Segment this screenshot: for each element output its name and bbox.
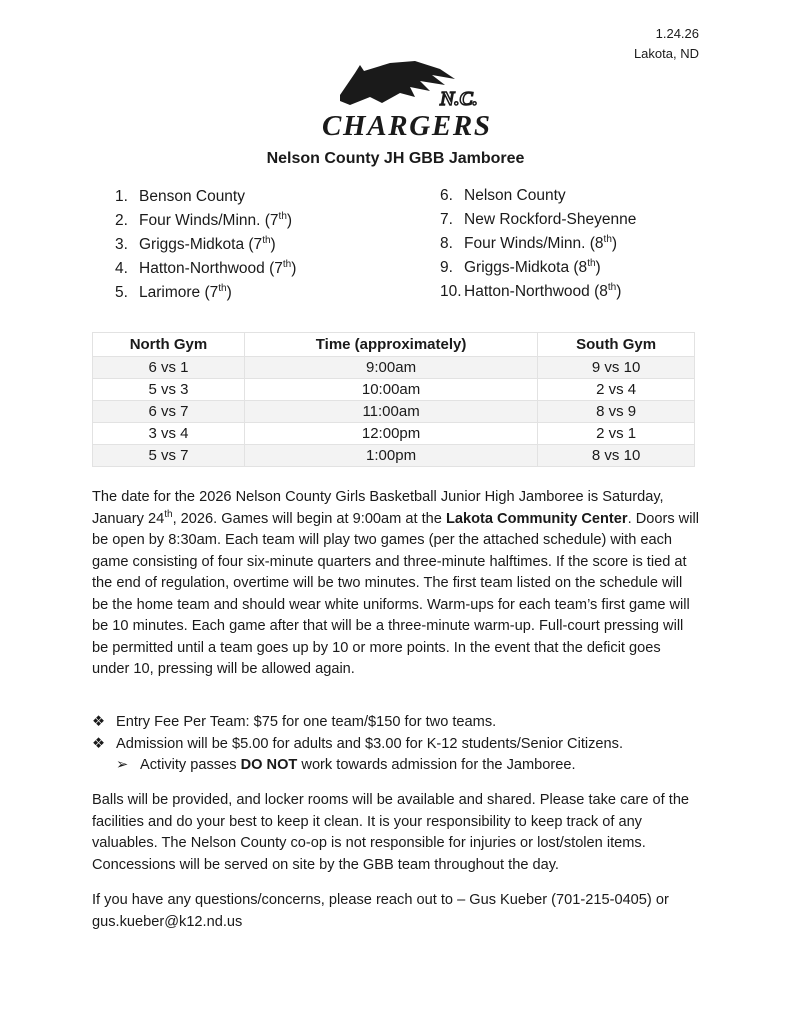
date: 1.24.26 <box>655 26 699 41</box>
contact-paragraph: If you have any questions/concerns, please reach out to – Gus Kueber (701-215-0405) or gus.kueber@k12.nd.us <box>92 892 669 930</box>
event-details-paragraph: The date for the 2026 Nelson County Girls Basketball Junior High Jamboree is Saturday, January 24th, 2026. Games will begin at 9:00am at the Lakota Community Center. Doors will be open by 8:30am. Each team will play two games (per the attached schedule) with each game consisting of four six-minute quarters and three-minute halftimes. If the score is tied at the end of regulation, overtime will be two minutes. The first team listed on the schedule will be the home team and should wear white uniforms. Warm-ups for each team’s first game will be 10 minutes. Each game after that will be a three-minute warm-up. Full-court pressing will be permitted until a team goes up by 10 or more points. In the event that the deficit goes under 10, pressing will be allowed again. <box>92 489 699 677</box>
list-item: ❖ Admission will be $5.00 for adults and $3.00 for K-12 students/Senior Citizens. <box>92 734 623 756</box>
team-item: 8. Four Winds/Minn. (8th) <box>440 233 618 252</box>
table-row: 6 vs 1 9:00am 9 vs 10 <box>93 357 695 379</box>
table-header <box>93 333 695 357</box>
fee-list <box>92 712 623 777</box>
page-title: Nelson County JH GBB Jamboree <box>266 150 525 167</box>
team-item: 3. Griggs-Midkota (7th) <box>115 234 276 253</box>
header-time: Time (approximately) <box>244 333 537 357</box>
date-location <box>634 24 699 64</box>
team-item: 1. Benson County <box>115 188 245 205</box>
table-row: 5 vs 7 1:00pm 8 vs 10 <box>93 445 695 467</box>
team-item: 10. Hatton-Northwood (8th) <box>440 281 622 300</box>
team-item: 9. Griggs-Midkota (8th) <box>440 257 601 276</box>
table-row: 6 vs 7 11:00am 8 vs 9 <box>93 401 695 423</box>
sub-list-item: ➢ Activity passes DO NOT work towards admission for the Jamboree. <box>92 755 623 777</box>
header-south-gym: South Gym <box>538 333 695 357</box>
team-item: 4. Hatton-Northwood (7th) <box>115 258 297 277</box>
list-item: ❖ Entry Fee Per Team: $75 for one team/$150 for two teams. <box>92 712 623 734</box>
svg-text:CHARGERS: CHARGERS <box>322 110 490 140</box>
team-item: 2. Four Winds/Minn. (7th) <box>115 210 293 229</box>
team-item: 5. Larimore (7th) <box>115 282 232 301</box>
location: Lakota, ND <box>633 46 699 61</box>
table-row: 5 vs 3 10:00am 2 vs 4 <box>93 379 695 401</box>
team-list-left <box>115 185 296 305</box>
schedule-table <box>92 332 695 467</box>
table-row: 3 vs 4 12:00pm 2 vs 1 <box>93 423 695 445</box>
chargers-logo <box>320 55 495 140</box>
team-item: 6. Nelson County <box>440 187 566 204</box>
diamond-bullet-icon: ❖ <box>92 714 106 730</box>
facilities-paragraph: Balls will be provided, and locker rooms will be available and shared. Please take care of the facilities and do your best to keep it clean. It is your responsibility to keep track of any valuables. The Nelson County co-op is not responsible for injuries or lost/stolen items. Concessions will be served on site by the GBB team throughout the day. <box>92 792 690 873</box>
team-item: 7. New Rockford-Sheyenne <box>440 211 637 228</box>
team-list-right <box>440 184 636 304</box>
arrow-bullet-icon: ➢ <box>116 757 129 773</box>
header-north-gym: North Gym <box>93 333 245 357</box>
diamond-bullet-icon: ❖ <box>92 735 106 752</box>
svg-text:N.C.: N.C. <box>440 88 478 110</box>
